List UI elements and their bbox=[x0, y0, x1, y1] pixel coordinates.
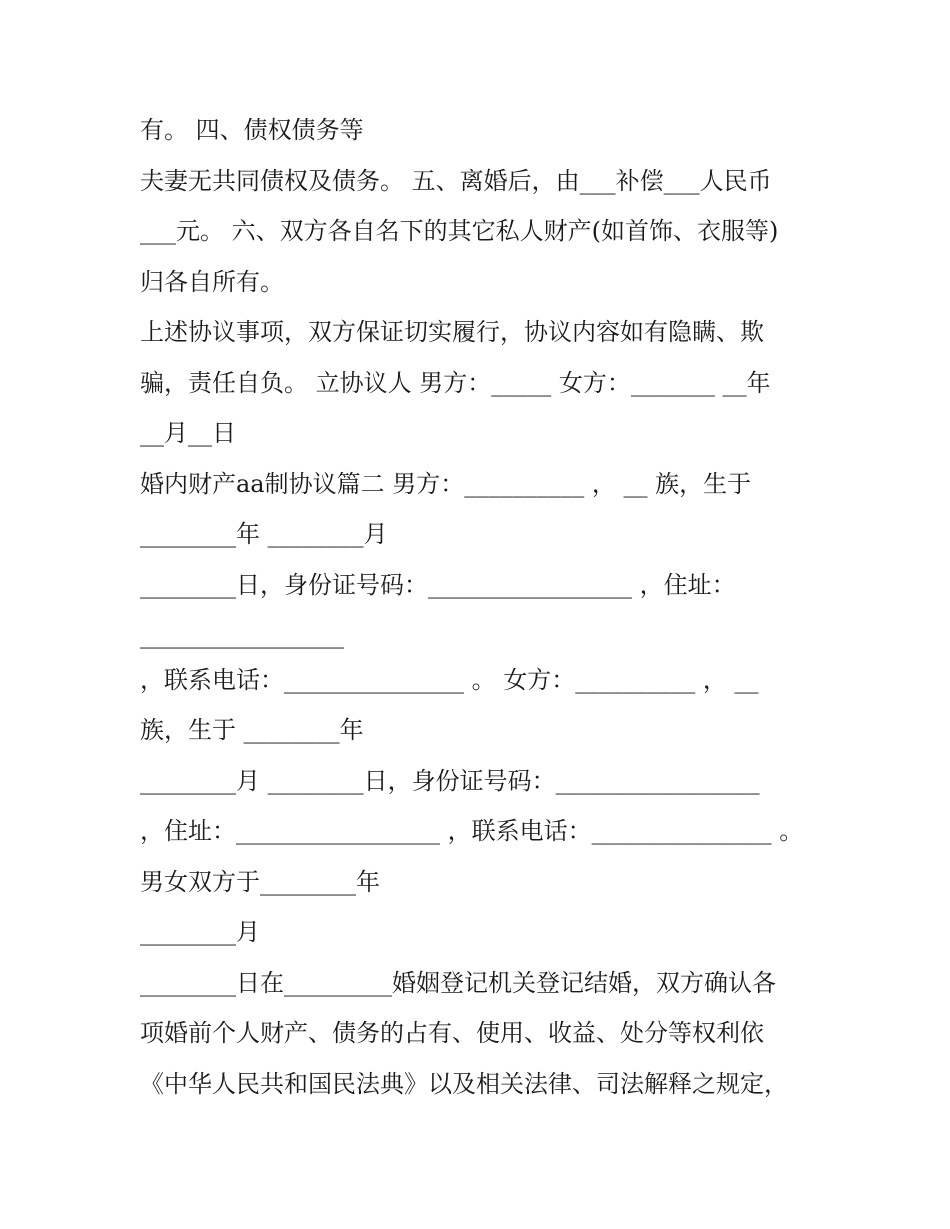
text-line: ________月 bbox=[140, 918, 260, 946]
text-line: 族，生于 ________年 bbox=[140, 716, 364, 744]
text-line: ，联系电话：_______________ 。 女方：__________ ， __ bbox=[140, 666, 759, 694]
text-line: ________日，身份证号码：_________________ ，住址： bbox=[140, 571, 736, 599]
text-line: 骗，责任自负。 立协议人 男方：_____ 女方：_______ __年 bbox=[140, 369, 771, 397]
text-line: 项婚前个人财产、债务的占有、使用、收益、处分等权利依 bbox=[140, 1019, 764, 1047]
text-line: _________________ bbox=[140, 621, 344, 649]
text-line: 有。 四、债权债务等 bbox=[140, 116, 364, 144]
text-line: 夫妻无共同债权及债务。 五、离婚后，由___补偿___人民币 bbox=[140, 167, 772, 195]
text-line: __月__日 bbox=[140, 419, 236, 447]
text-line: 上述协议事项，双方保证切实履行，协议内容如有隐瞒、欺 bbox=[140, 318, 764, 346]
text-line: ___元。 六、双方各自名下的其它私人财产(如首饰、衣服等) bbox=[140, 217, 779, 245]
text-line: ________月 ________日，身份证号码：_________________ bbox=[140, 767, 760, 795]
text-line: 归各自所有。 bbox=[140, 268, 284, 296]
text-line: ，住址：_________________ ，联系电话：_______________ 。 bbox=[140, 817, 804, 845]
text-line: ________日在_________婚姻登记机关登记结婚，双方确认各 bbox=[140, 969, 776, 997]
text-line: 婚内财产aa制协议篇二 男方：__________ ， __ 族，生于 bbox=[140, 470, 752, 498]
text-line: 《中华人民共和国民法典》以及相关法律、司法解释之规定， bbox=[140, 1070, 788, 1098]
text-line: 男女双方于________年 bbox=[140, 868, 380, 896]
text-line: ________年 ________月 bbox=[140, 520, 388, 548]
